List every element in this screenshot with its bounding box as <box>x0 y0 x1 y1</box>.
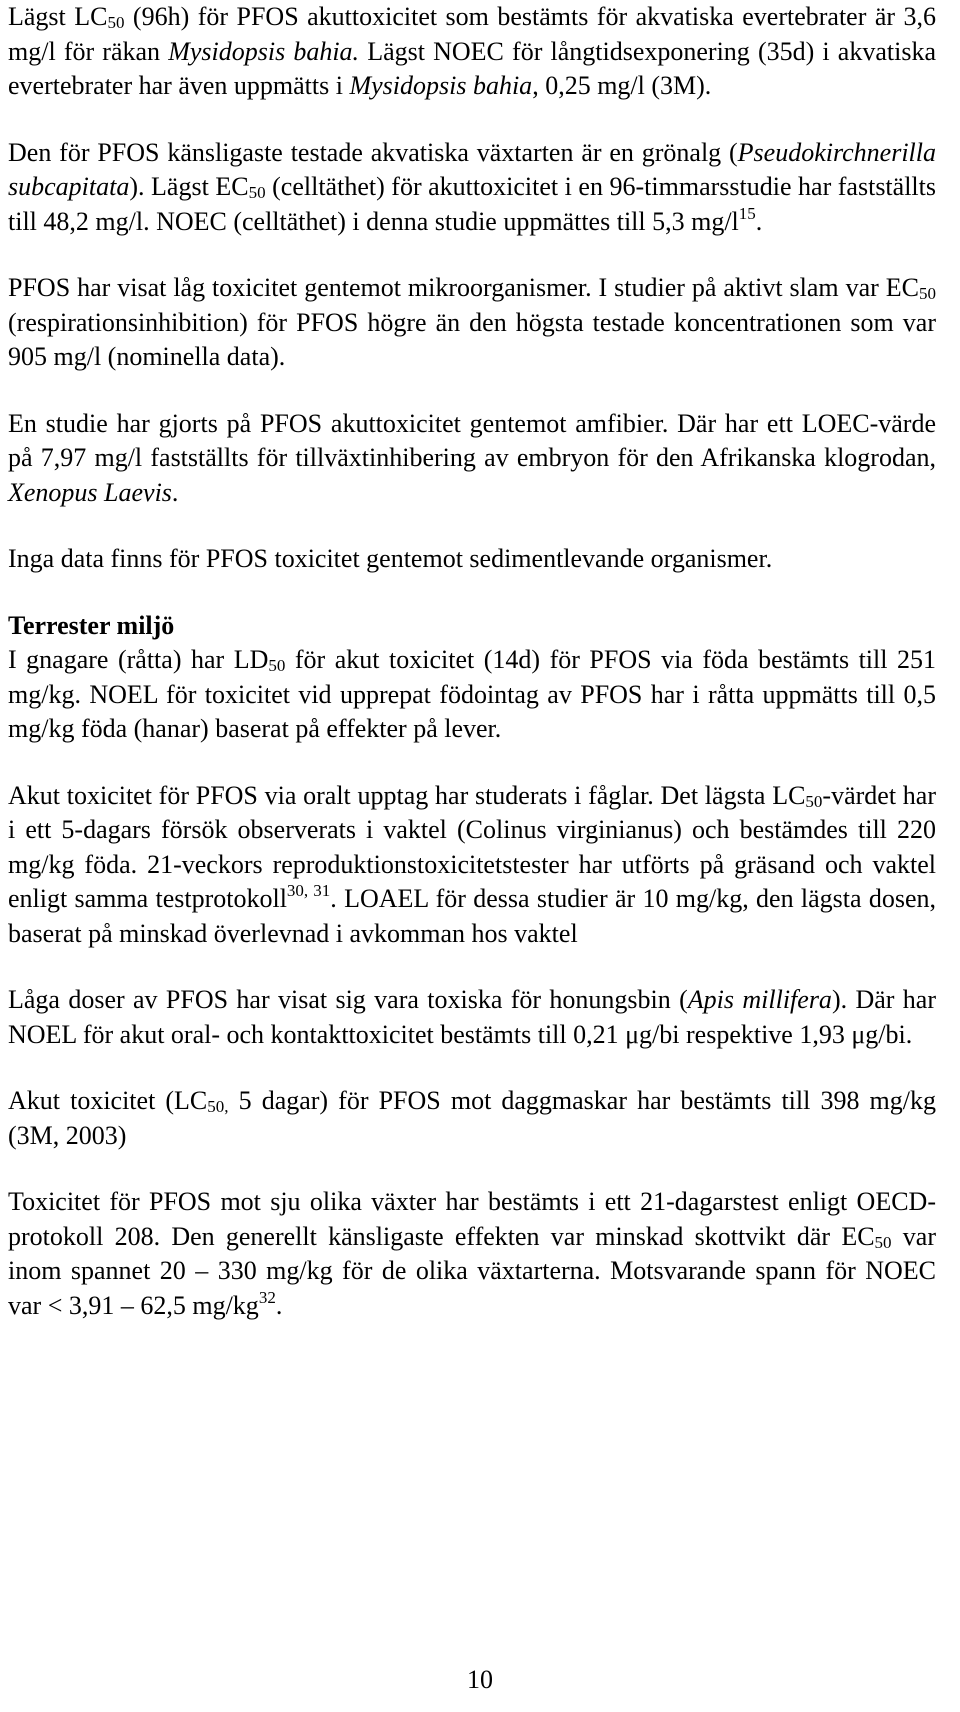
text-run: PFOS har visat låg toxicitet gentemot mikroorganismer. I studier på aktivt slam var EC <box>8 273 919 302</box>
paragraph-gap <box>8 747 936 779</box>
subscript: 50 <box>805 791 823 811</box>
subscript: 50 <box>248 183 266 202</box>
footnote-ref: 32 <box>258 1287 276 1307</box>
species-name: Pseudokirchnerilla subcapitata <box>8 137 936 201</box>
text-run: I gnagare (råtta) har LD <box>8 645 269 674</box>
subscript: 50 <box>107 13 125 32</box>
text-run: 5 dagar) för PFOS mot daggmaskar har bestämts till 398 mg/kg (3M, 2003) <box>8 1086 936 1150</box>
paragraph-gap <box>8 1052 936 1084</box>
text-run: En studie har gjorts på PFOS akuttoxicitet gentemot amfibier. Där har ett LOEC-värde på 7,97 mg/l fastställts för tillväxtinhibering av embryon för den Afrikanska klogrodan, <box>8 408 936 472</box>
page-number: 10 <box>467 1665 493 1694</box>
text-run: Inga data finns för PFOS toxicitet gentemot sedimentlevande organismer. <box>8 544 773 573</box>
paragraph-amfibier <box>8 407 936 511</box>
paragraph-gap <box>8 577 936 609</box>
text-run: (respirationsinhibition) för PFOS högre än den högsta testade koncentrationen som var 905 mg/l (nominella data). <box>8 307 936 371</box>
text-run: Toxicitet för PFOS mot sju olika växter har bestämts i ett 21-dagarstest enligt OECD-protokoll 208. Den generellt känsligaste effekten var minskad skottvikt där EC <box>8 1187 936 1251</box>
paragraph-gap <box>8 1153 936 1185</box>
text-run: , 0,25 mg/l (3M). <box>532 71 712 100</box>
text-run: Akut toxicitet för PFOS via oralt upptag har studerats i fåglar. Det lägsta LC <box>8 780 806 810</box>
text-run: för akut toxicitet (14d) för PFOS via föda bestämts till 251 mg/kg. NOEL för toxicitet vid upprepat födointag av PFOS har i råtta uppmätts till 0,5 mg/kg föda (hanar) baserat på effekter på lever. <box>8 645 936 743</box>
paragraph-gap <box>8 510 936 542</box>
text-run: Lägst LC <box>8 2 108 31</box>
text-run: Den för PFOS känsligaste testade akvatiska växtarten är en grönalg ( <box>8 137 738 167</box>
species-name: Xenopus Laevis <box>8 477 172 507</box>
footnote-ref: 15 <box>738 203 756 223</box>
paragraph-gap <box>8 951 936 983</box>
text-run: . LOAEL för dessa studier är 10 mg/kg, den lägsta dosen, baserat på minskad överlevnad i avkomman hos vaktel <box>8 884 937 948</box>
paragraph-gap <box>8 375 936 407</box>
paragraph-gap <box>8 104 936 136</box>
paragraph-gnagare <box>8 643 936 747</box>
species-name: Mysidopsis bahia. <box>168 36 360 66</box>
text-run: Akut toxicitet (LC <box>8 1086 208 1115</box>
text-run: (96h) för PFOS akuttoxicitet som bestämts för akvatiska evertebrater är 3,6 mg/l för räkan <box>8 2 936 66</box>
text-run: -värdet har i ett 5-dagars försök observerats i vaktel (Colinus virginianus) och bestämdes till 220 mg/kg föda. 21-veckors reproduktionstoxicitetstester har utförts på gräsand och vaktel enligt samma testprotokoll <box>8 780 936 913</box>
paragraph-lc50-evertebrater <box>8 0 936 104</box>
paragraph-honungsbin <box>8 983 936 1052</box>
text-run: var inom spannet 20 – 330 mg/kg för de olika växtarterna. Motsvarande spann för NOEC var < 3,91 – 62,5 mg/kg <box>8 1221 936 1320</box>
paragraph-gap <box>8 239 936 271</box>
paragraph-mikroorganismer <box>8 271 936 375</box>
text-run: ). Där har NOEL för akut oral- och kontakttoxicitet bestämts till 0,21 μg/bi respektive 1,93 μg/bi. <box>8 985 936 1049</box>
text-run: . <box>171 477 179 507</box>
text-run: . <box>755 206 763 236</box>
footnote-ref: 30, 31 <box>286 881 331 900</box>
paragraph-faglar <box>8 779 936 952</box>
subscript: 50, <box>207 1097 229 1116</box>
text-run: (celltäthet) för akuttoxicitet i en 96-timmarsstudie har fastställts till 48,2 mg/l. NOEC (celltäthet) i denna studie uppmättes till 5,3 mg/l <box>8 172 936 236</box>
paragraph-vaxter <box>8 1185 936 1323</box>
species-name: Apis millifera <box>687 985 832 1014</box>
paragraph-daggmaskar <box>8 1084 936 1153</box>
text-run: . <box>275 1290 283 1320</box>
paragraph-sediment <box>8 542 936 577</box>
text-run: Lägst NOEC för långtidsexponering (35d) i akvatiska evertebrater har även uppmätts i <box>8 36 936 100</box>
document-page <box>8 0 936 1323</box>
subscript: 50 <box>874 1232 892 1252</box>
species-name: Mysidopsis bahia <box>349 71 533 100</box>
paragraph-gronalg <box>8 136 936 240</box>
heading-terrester-miljo: Terrester miljö <box>8 610 175 640</box>
text-run: ). Lägst EC <box>129 172 249 201</box>
text-run: Låga doser av PFOS har visat sig vara toxiska för honungsbin ( <box>8 985 688 1014</box>
subscript: 50 <box>268 656 286 675</box>
subscript: 50 <box>919 284 936 303</box>
